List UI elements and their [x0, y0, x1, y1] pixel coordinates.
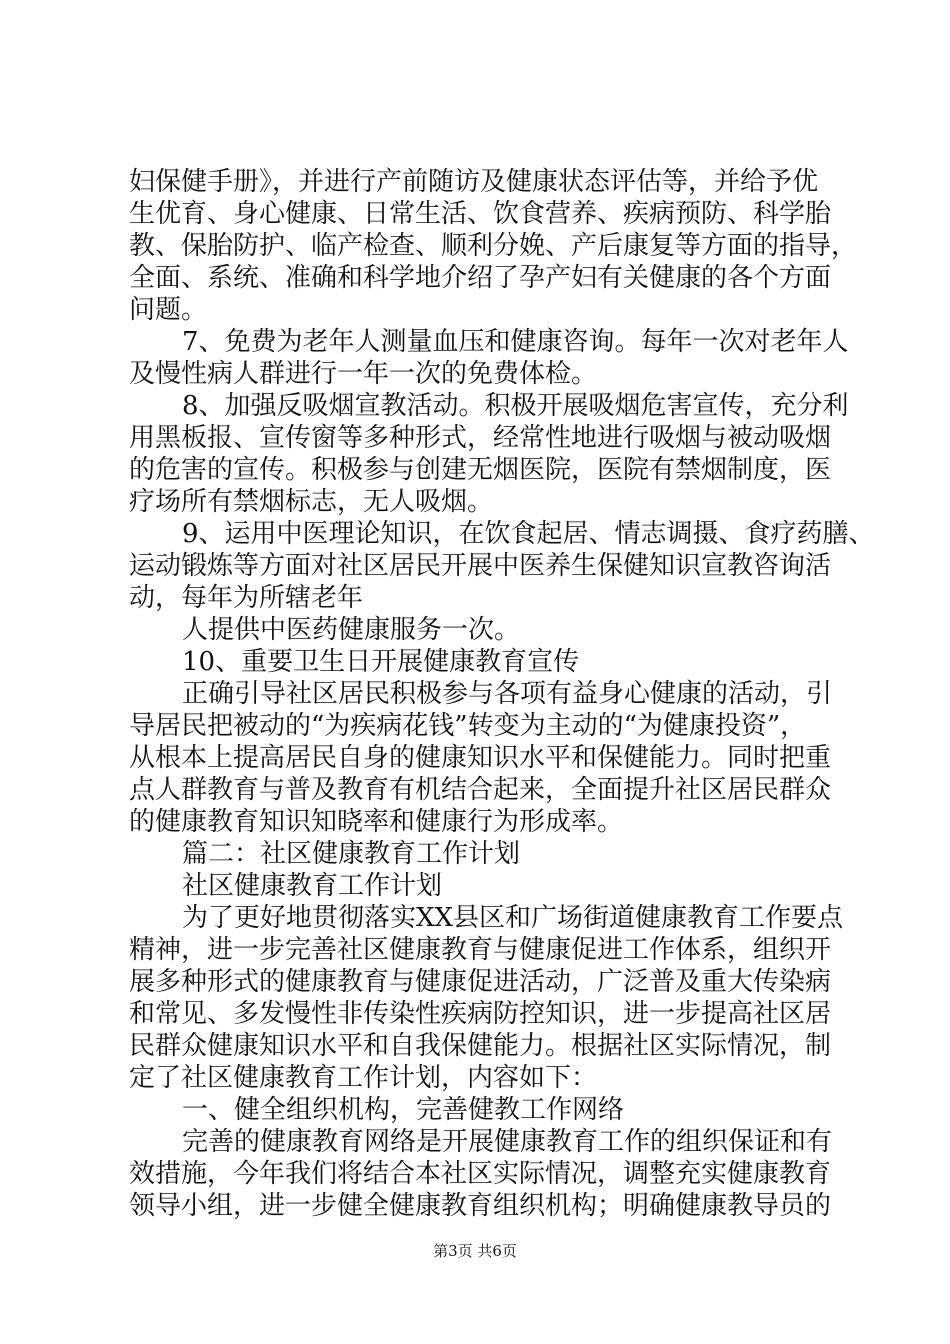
text-line	[0, 1126, 950, 1158]
line-text: 民群众健康知识水平和自我保健能力。根据社区实际情况，制	[129, 1031, 832, 1061]
line-text: 动，每年为所辖老年	[129, 583, 364, 613]
line-text: 用黑板报、宣传窗等多种形式，经常性地进行吸烟与被动吸烟	[129, 423, 832, 453]
section-heading	[0, 838, 950, 870]
line-text: 生优育、身心健康、日常生活、饮食营养、疾病预防、科学胎	[129, 199, 832, 229]
text-line	[0, 966, 950, 998]
line-text: 为了更好地贯彻落实XX县区和广场街道健康教育工作要点	[182, 903, 844, 933]
text-line	[0, 646, 950, 678]
line-text: 从根本上提高居民自身的健康知识水平和保健能力。同时把重	[129, 743, 832, 773]
document-title	[0, 870, 950, 902]
text-line	[0, 454, 950, 486]
text-line	[0, 582, 950, 614]
text-line	[0, 902, 950, 934]
text-line	[0, 1030, 950, 1062]
text-line	[0, 934, 950, 966]
line-text: 导居民把被动的“为疾病花钱”转变为主动的“为健康投资”，	[129, 711, 807, 741]
text-line	[0, 710, 950, 742]
line-text: 效措施，今年我们将结合本社区实际情况，调整充实健康教育	[129, 1159, 832, 1189]
line-text: 10、重要卫生日开展健康教育宣传	[182, 647, 580, 677]
text-line	[0, 358, 950, 390]
text-line	[0, 742, 950, 774]
line-text: 定了社区健康教育工作计划，内容如下：	[129, 1063, 598, 1093]
line-text: 妇保健手册》，并进行产前随访及健康状态评估等，并给予优	[129, 167, 819, 197]
text-line	[0, 678, 950, 710]
text-line	[0, 230, 950, 262]
text-line	[0, 198, 950, 230]
line-text: 点人群教育与普及教育有机结合起来，全面提升社区居民群众	[129, 775, 832, 805]
text-line	[0, 294, 950, 326]
line-text: 及慢性病人群进行一年一次的免费体检。	[129, 359, 598, 389]
line-text: 全面、系统、准确和科学地介绍了孕产妇有关健康的各个方面	[129, 263, 832, 293]
line-text: 的健康教育知识知晓率和健康行为形成率。	[129, 807, 624, 837]
text-line	[0, 806, 950, 838]
line-text: 运动锻炼等方面对社区居民开展中医养生保健知识宣教咨询活	[129, 551, 832, 581]
text-line	[0, 262, 950, 294]
text-line	[0, 326, 950, 358]
text-line	[0, 422, 950, 454]
text-line	[0, 614, 950, 646]
line-text: 精神，进一步完善社区健康教育与健康促进工作体系，组织开	[129, 935, 832, 965]
line-text: 9、运用中医理论知识，在饮食起居、情志调摄、食疗药膳、	[182, 519, 875, 549]
text-line	[0, 1190, 950, 1222]
text-line	[0, 486, 950, 518]
text-line	[0, 166, 950, 198]
text-line	[0, 998, 950, 1030]
text-line	[0, 1062, 950, 1094]
line-text: 7、免费为老年人测量血压和健康咨询。每年一次对老年人	[182, 327, 849, 357]
line-text: 问题。	[129, 295, 208, 325]
text-line	[0, 550, 950, 582]
line-text: 正确引导社区居民积极参与各项有益身心健康的活动，引	[182, 679, 833, 709]
page-footer	[0, 1240, 950, 1262]
line-text: 教、保胎防护、临产检查、顺利分娩、产后康复等方面的指导，	[129, 231, 858, 261]
line-text: 和常见、多发慢性非传染性疾病防控知识，进一步提高社区居	[129, 999, 832, 1029]
line-text: 人提供中医药健康服务一次。	[182, 615, 521, 645]
line-text: 展多种形式的健康教育与健康促进活动，广泛普及重大传染病	[129, 967, 832, 997]
text-line	[0, 1158, 950, 1190]
line-text: 完善的健康教育网络是开展健康教育工作的组织保证和有	[182, 1127, 833, 1157]
text-line	[0, 774, 950, 806]
line-text: 篇二：社区健康教育工作计划	[182, 839, 521, 869]
page-number: 第3页 共6页	[433, 1242, 517, 1260]
line-text: 的危害的宣传。积极参与创建无烟医院，医院有禁烟制度，医	[129, 455, 832, 485]
line-text: 社区健康教育工作计划	[182, 871, 443, 901]
text-line	[0, 390, 950, 422]
section-heading	[0, 1094, 950, 1126]
line-text: 领导小组，进一步健全健康教育组织机构；明确健康教导员的	[129, 1191, 832, 1221]
text-line	[0, 518, 950, 550]
line-text: 一、健全组织机构，完善健教工作网络	[182, 1095, 625, 1125]
line-text: 8、加强反吸烟宣教活动。积极开展吸烟危害宣传，充分利	[182, 391, 849, 421]
line-text: 疗场所有禁烟标志，无人吸烟。	[129, 487, 494, 517]
